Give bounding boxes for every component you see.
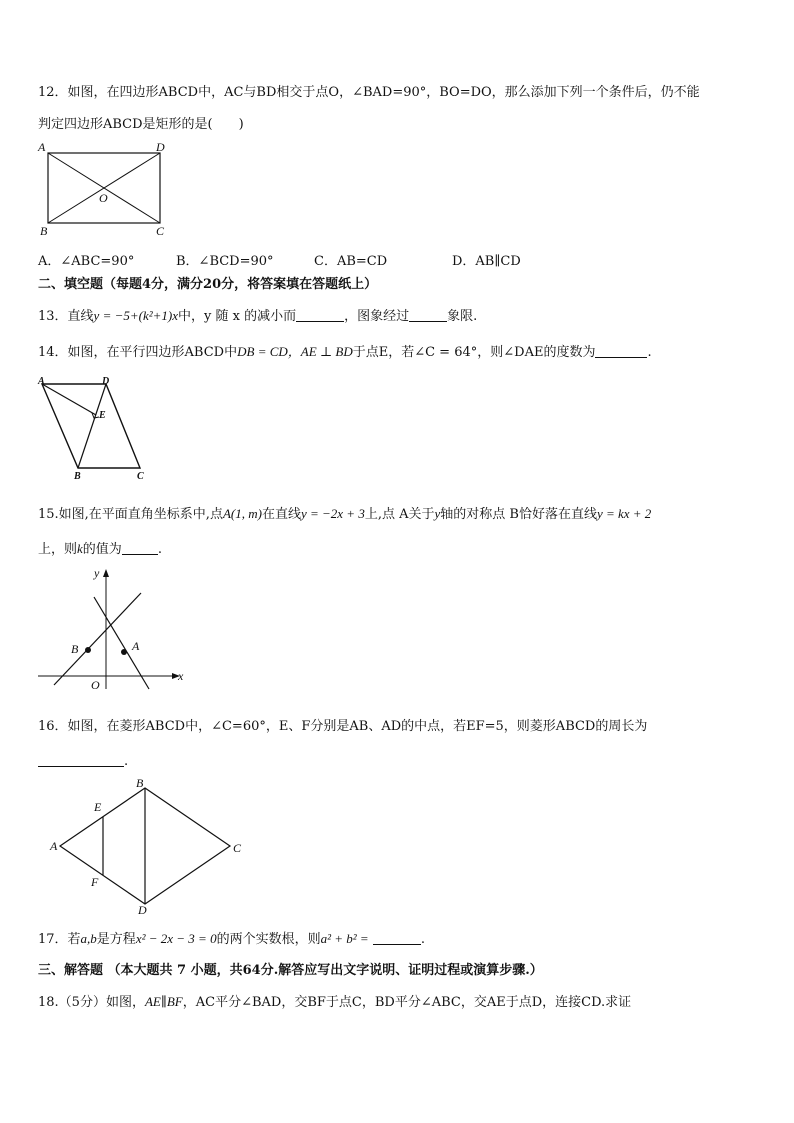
q15-text-line2: 上，则k的值为 . — [38, 541, 162, 557]
q16-label-b: B — [136, 776, 144, 790]
q16-label-c: C — [233, 841, 242, 855]
q16-label-a: A — [50, 839, 58, 853]
q13-text: 13．直线y = −5+(k²+1)x中，y 随 x 的减小而 ，图象经过 象限. — [38, 308, 478, 324]
q14-label-d: D — [102, 376, 110, 387]
q15-text-line1: 15.如图,在平面直角坐标系中,点A(1, m)在直线y = −2x + 3上,点 A关于y轴的对称点 B恰好落在直线y = kx + 2 — [38, 506, 652, 522]
q12-label-o: O — [99, 191, 108, 205]
q14-parallelogram-figure — [38, 378, 158, 482]
q13-blank-2 — [409, 309, 447, 322]
q15-label-a: A — [132, 639, 140, 653]
q15-label-o: O — [91, 678, 100, 692]
q16-rhombus-figure — [38, 776, 258, 916]
q14-label-a: A — [38, 376, 45, 387]
q12-option-b: B．∠BCD=90° — [176, 254, 274, 269]
q12-label-d: D — [156, 140, 165, 154]
q12-label-b: B — [40, 224, 48, 238]
q15-label-b: B — [71, 642, 79, 656]
q15-blank — [122, 542, 158, 555]
q14-label-c: C — [137, 471, 144, 482]
q18-text: 18.（5分）如图，AE∥BF，AC平分∠BAD，交BF于点C，BD平分∠ABC，交AE于点D，连接CD.求证 — [38, 994, 632, 1010]
q16-label-f: F — [91, 875, 99, 889]
q12-rectangle-figure — [38, 140, 178, 240]
q12-label-c: C — [156, 224, 165, 238]
q12-text-line2: 判定四边形ABCD是矩形的是( ) — [38, 117, 244, 132]
section-2-heading: 二、填空题（每题4分，满分20分，将答案填在答题纸上） — [38, 277, 378, 292]
q12-option-d: D．AB∥CD — [452, 254, 521, 269]
q16-text-line1: 16．如图，在菱形ABCD中，∠C=60°，E、F分别是AB、AD的中点，若EF=5，则菱形ABCD的周长为 — [38, 719, 648, 734]
q14-label-b: B — [74, 471, 81, 482]
q15-label-x: x — [178, 669, 184, 683]
q12-label-a: A — [38, 140, 46, 154]
q16-text-line2: . — [38, 753, 128, 771]
q16-label-d: D — [138, 903, 147, 917]
q15-coordinate-figure — [38, 563, 198, 693]
q16-blank — [38, 754, 124, 767]
q12-option-a: A．∠ABC=90° — [38, 254, 135, 269]
q13-blank-1 — [296, 309, 344, 322]
q16-label-e: E — [94, 800, 102, 814]
q17-blank — [373, 932, 421, 945]
q14-text: 14．如图，在平行四边形ABCD中DB = CD，AE ⊥ BD于点E，若∠C = 64°，则∠DAE的度数为 . — [38, 344, 652, 360]
q15-label-y: y — [94, 566, 100, 580]
q14-label-e: E — [99, 410, 106, 421]
q14-blank — [595, 345, 647, 358]
q17-text: 17．若a,b是方程x² − 2x − 3 = 0的两个实数根，则a² + b² = . — [38, 931, 425, 947]
q12-option-c: C．AB=CD — [314, 254, 388, 269]
q12-text-line1: 12．如图，在四边形ABCD中，AC与BD相交于点O，∠BAD=90°，BO=DO，那么添加下列一个条件后，仍不能 — [38, 85, 700, 100]
section-3-heading: 三、解答题 （本大题共 7 小题，共64分.解答应写出文字说明、证明过程或演算步骤.） — [38, 963, 543, 978]
